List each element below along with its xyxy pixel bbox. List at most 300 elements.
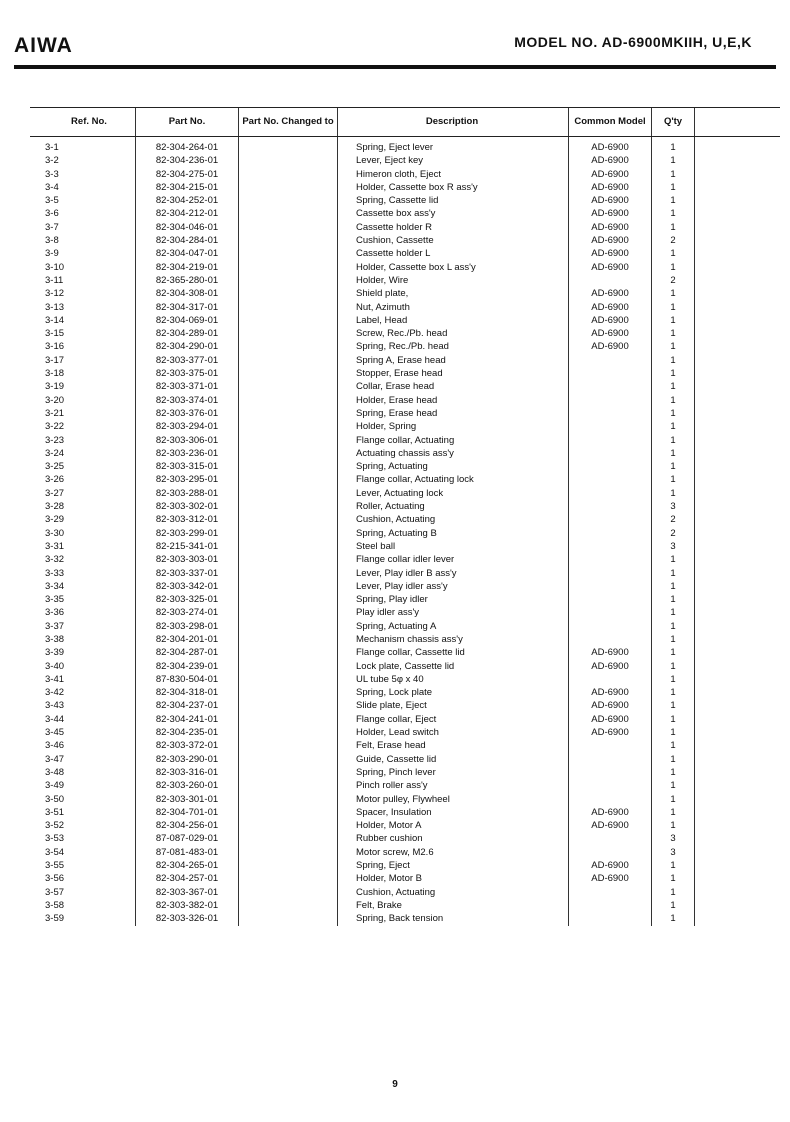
part-no-cell: 82-303-372-01 — [136, 739, 239, 752]
header-part-no: Part No. — [136, 108, 239, 137]
part-no-cell: 87-081-483-01 — [136, 846, 239, 859]
ref-no-cell: 3-22 — [45, 421, 65, 433]
changed-to-cell — [239, 540, 338, 553]
description-cell: Flange collar, Cassette lid — [338, 646, 569, 659]
description-cell: Stopper, Erase head — [338, 367, 569, 380]
ref-no-cell: 3-47 — [45, 753, 65, 765]
blank-cell — [695, 739, 781, 752]
ref-no-cell: 3-11 — [45, 274, 64, 286]
description-cell: UL tube 5φ x 40 — [338, 673, 569, 686]
ref-no-cell: 3-19 — [45, 381, 65, 393]
part-no-cell: 82-303-274-01 — [136, 606, 239, 619]
ref-no-cell: 3-14 — [45, 314, 65, 326]
description-cell: Cassette box ass'y — [338, 207, 569, 220]
qty-cell: 2 — [652, 513, 695, 526]
blank-cell — [695, 713, 781, 726]
changed-to-cell — [239, 660, 338, 673]
changed-to-cell — [239, 354, 338, 367]
blank-cell — [695, 394, 781, 407]
qty-cell: 1 — [652, 181, 695, 194]
description-cell: Spring, Eject — [338, 859, 569, 872]
ref-no-cell: 3-24 — [45, 447, 65, 459]
ref-no-cell: 3-12 — [45, 288, 65, 300]
common-model-cell: AD-6900 — [569, 713, 652, 726]
part-no-cell: 82-303-306-01 — [136, 434, 239, 447]
part-no-cell: 82-303-382-01 — [136, 899, 239, 912]
part-no-cell: 82-303-316-01 — [136, 766, 239, 779]
ref-no-cell: 3-5 — [45, 195, 59, 207]
description-cell: Holder, Spring — [338, 420, 569, 433]
qty-cell: 1 — [652, 886, 695, 899]
part-no-cell: 82-303-295-01 — [136, 473, 239, 486]
ref-no-cell: 3-8 — [45, 235, 59, 247]
table-row — [30, 314, 780, 327]
qty-cell: 1 — [652, 766, 695, 779]
ref-no-cell: 3-49 — [45, 780, 65, 792]
ref-no-cell: 3-54 — [45, 846, 65, 858]
blank-cell — [695, 606, 781, 619]
blank-cell — [695, 567, 781, 580]
description-cell: Actuating chassis ass'y — [338, 447, 569, 460]
description-cell: Lever, Actuating lock — [338, 487, 569, 500]
part-no-cell: 82-303-312-01 — [136, 513, 239, 526]
description-cell: Cushion, Actuating — [338, 886, 569, 899]
description-cell: Holder, Wire — [338, 274, 569, 287]
qty-cell: 1 — [652, 779, 695, 792]
description-cell: Motor screw, M2.6 — [338, 846, 569, 859]
table-row — [30, 793, 780, 806]
changed-to-cell — [239, 819, 338, 832]
qty-cell: 1 — [652, 340, 695, 353]
common-model-cell: AD-6900 — [569, 660, 652, 673]
blank-cell — [695, 261, 781, 274]
blank-cell — [695, 699, 781, 712]
common-model-cell — [569, 753, 652, 766]
part-no-cell: 82-304-318-01 — [136, 686, 239, 699]
qty-cell: 1 — [652, 447, 695, 460]
blank-cell — [695, 593, 781, 606]
part-no-cell: 82-303-315-01 — [136, 460, 239, 473]
table-row — [30, 606, 780, 619]
description-cell: Spring, Actuating B — [338, 527, 569, 540]
ref-no-cell: 3-28 — [45, 501, 65, 513]
qty-cell: 1 — [652, 367, 695, 380]
changed-to-cell — [239, 633, 338, 646]
blank-cell — [695, 553, 781, 566]
part-no-cell: 82-304-047-01 — [136, 247, 239, 260]
ref-no-cell: 3-16 — [45, 341, 65, 353]
common-model-cell — [569, 420, 652, 433]
blank-cell — [695, 181, 781, 194]
blank-cell — [695, 420, 781, 433]
qty-cell: 1 — [652, 194, 695, 207]
changed-to-cell — [239, 726, 338, 739]
common-model-cell — [569, 673, 652, 686]
description-cell: Nut, Azimuth — [338, 301, 569, 314]
ref-no-cell: 3-21 — [45, 407, 65, 419]
part-no-cell: 82-215-341-01 — [136, 540, 239, 553]
brand-logo: AIWA — [14, 34, 73, 57]
common-model-cell — [569, 447, 652, 460]
part-no-cell: 82-304-201-01 — [136, 633, 239, 646]
qty-cell: 1 — [652, 606, 695, 619]
changed-to-cell — [239, 899, 338, 912]
part-no-cell: 82-304-257-01 — [136, 872, 239, 885]
description-cell: Lock plate, Cassette lid — [338, 660, 569, 673]
ref-no-cell: 3-46 — [45, 740, 65, 752]
part-no-cell: 82-304-236-01 — [136, 154, 239, 167]
qty-cell: 1 — [652, 420, 695, 433]
ref-no-cell: 3-23 — [45, 434, 65, 446]
ref-no-cell: 3-36 — [45, 607, 65, 619]
blank-cell — [695, 580, 781, 593]
table-row — [30, 460, 780, 473]
common-model-cell — [569, 606, 652, 619]
changed-to-cell — [239, 779, 338, 792]
qty-cell: 1 — [652, 726, 695, 739]
qty-cell: 3 — [652, 832, 695, 845]
header-blank — [695, 108, 781, 137]
part-no-cell: 82-303-374-01 — [136, 394, 239, 407]
table-row — [30, 527, 780, 540]
header-ref-no: Ref. No. — [30, 108, 136, 137]
blank-cell — [695, 327, 781, 340]
common-model-cell: AD-6900 — [569, 234, 652, 247]
blank-cell — [695, 154, 781, 167]
blank-cell — [695, 247, 781, 260]
changed-to-cell — [239, 753, 338, 766]
ref-no-cell: 3-40 — [45, 660, 65, 672]
blank-cell — [695, 793, 781, 806]
changed-to-cell — [239, 181, 338, 194]
changed-to-cell — [239, 287, 338, 300]
part-no-cell: 82-304-235-01 — [136, 726, 239, 739]
qty-cell: 1 — [652, 407, 695, 420]
changed-to-cell — [239, 221, 338, 234]
description-cell: Pinch roller ass'y — [338, 779, 569, 792]
table-row — [30, 580, 780, 593]
changed-to-cell — [239, 168, 338, 181]
qty-cell: 2 — [652, 274, 695, 287]
ref-no-cell: 3-38 — [45, 633, 65, 645]
blank-cell — [695, 660, 781, 673]
description-cell: Himeron cloth, Eject — [338, 168, 569, 181]
common-model-cell — [569, 434, 652, 447]
part-no-cell: 82-303-294-01 — [136, 420, 239, 433]
changed-to-cell — [239, 274, 338, 287]
table-row — [30, 593, 780, 606]
table-row — [30, 673, 780, 686]
qty-cell: 1 — [652, 553, 695, 566]
description-cell: Cushion, Cassette — [338, 234, 569, 247]
changed-to-cell — [239, 473, 338, 486]
description-cell: Spring, Lock plate — [338, 686, 569, 699]
common-model-cell — [569, 766, 652, 779]
qty-cell: 1 — [652, 593, 695, 606]
common-model-cell — [569, 886, 652, 899]
table-row — [30, 394, 780, 407]
blank-cell — [695, 886, 781, 899]
changed-to-cell — [239, 846, 338, 859]
qty-cell: 1 — [652, 806, 695, 819]
description-cell: Holder, Erase head — [338, 394, 569, 407]
description-cell: Holder, Cassette box R ass'y — [338, 181, 569, 194]
ref-no-cell: 3-18 — [45, 368, 65, 380]
changed-to-cell — [239, 500, 338, 513]
common-model-cell: AD-6900 — [569, 181, 652, 194]
table-row — [30, 806, 780, 819]
description-cell: Cassette holder L — [338, 247, 569, 260]
changed-to-cell — [239, 137, 338, 155]
description-cell: Flange collar, Actuating — [338, 434, 569, 447]
changed-to-cell — [239, 766, 338, 779]
part-no-cell: 82-303-377-01 — [136, 354, 239, 367]
changed-to-cell — [239, 567, 338, 580]
common-model-cell — [569, 513, 652, 526]
table-row — [30, 753, 780, 766]
ref-no-cell: 3-17 — [45, 354, 65, 366]
qty-cell: 1 — [652, 713, 695, 726]
table-row — [30, 620, 780, 633]
blank-cell — [695, 434, 781, 447]
qty-cell: 1 — [652, 633, 695, 646]
common-model-cell: AD-6900 — [569, 261, 652, 274]
changed-to-cell — [239, 713, 338, 726]
changed-to-cell — [239, 434, 338, 447]
common-model-cell — [569, 633, 652, 646]
part-no-cell: 82-304-212-01 — [136, 207, 239, 220]
blank-cell — [695, 646, 781, 659]
common-model-cell: AD-6900 — [569, 154, 652, 167]
part-no-cell: 82-365-280-01 — [136, 274, 239, 287]
table-row — [30, 367, 780, 380]
common-model-cell: AD-6900 — [569, 287, 652, 300]
qty-cell: 1 — [652, 686, 695, 699]
blank-cell — [695, 766, 781, 779]
common-model-cell — [569, 580, 652, 593]
changed-to-cell — [239, 739, 338, 752]
changed-to-cell — [239, 460, 338, 473]
description-cell: Spring, Erase head — [338, 407, 569, 420]
blank-cell — [695, 380, 781, 393]
qty-cell: 1 — [652, 394, 695, 407]
part-no-cell: 82-304-252-01 — [136, 194, 239, 207]
qty-cell: 1 — [652, 580, 695, 593]
blank-cell — [695, 367, 781, 380]
ref-no-cell: 3-39 — [45, 647, 65, 659]
table-row — [30, 447, 780, 460]
part-no-cell: 82-303-299-01 — [136, 527, 239, 540]
qty-cell: 3 — [652, 846, 695, 859]
blank-cell — [695, 287, 781, 300]
blank-cell — [695, 753, 781, 766]
ref-no-cell: 3-2 — [45, 155, 59, 167]
table-row — [30, 699, 780, 712]
qty-cell: 1 — [652, 314, 695, 327]
part-no-cell: 82-303-301-01 — [136, 793, 239, 806]
qty-cell: 1 — [652, 912, 695, 925]
part-no-cell: 82-303-236-01 — [136, 447, 239, 460]
table-row — [30, 380, 780, 393]
changed-to-cell — [239, 447, 338, 460]
ref-no-cell: 3-1 — [45, 142, 59, 153]
part-no-cell: 82-304-265-01 — [136, 859, 239, 872]
blank-cell — [695, 447, 781, 460]
table-row — [30, 713, 780, 726]
table-row — [30, 287, 780, 300]
table-row — [30, 819, 780, 832]
changed-to-cell — [239, 606, 338, 619]
description-cell: Lever, Play idler ass'y — [338, 580, 569, 593]
qty-cell: 1 — [652, 168, 695, 181]
description-cell: Cassette holder R — [338, 221, 569, 234]
description-cell: Spring A, Erase head — [338, 354, 569, 367]
part-no-cell: 82-304-237-01 — [136, 699, 239, 712]
description-cell: Mechanism chassis ass'y — [338, 633, 569, 646]
table-row — [30, 301, 780, 314]
table-row — [30, 846, 780, 859]
changed-to-cell — [239, 487, 338, 500]
description-cell: Roller, Actuating — [338, 500, 569, 513]
table-row — [30, 434, 780, 447]
qty-cell: 1 — [652, 872, 695, 885]
part-no-cell: 82-304-317-01 — [136, 301, 239, 314]
description-cell: Rubber cushion — [338, 832, 569, 845]
qty-cell: 1 — [652, 460, 695, 473]
changed-to-cell — [239, 912, 338, 925]
blank-cell — [695, 527, 781, 540]
table-row — [30, 912, 780, 925]
common-model-cell: AD-6900 — [569, 207, 652, 220]
blank-cell — [695, 686, 781, 699]
qty-cell: 1 — [652, 380, 695, 393]
table-row — [30, 899, 780, 912]
description-cell: Flange collar, Actuating lock — [338, 473, 569, 486]
part-no-cell: 82-304-275-01 — [136, 168, 239, 181]
qty-cell: 1 — [652, 487, 695, 500]
header-qty: Q'ty — [652, 108, 695, 137]
qty-cell: 1 — [652, 567, 695, 580]
qty-cell: 1 — [652, 327, 695, 340]
description-cell: Motor pulley, Flywheel — [338, 793, 569, 806]
blank-cell — [695, 673, 781, 686]
common-model-cell: AD-6900 — [569, 859, 652, 872]
table-row — [30, 766, 780, 779]
table-row — [30, 181, 780, 194]
common-model-cell: AD-6900 — [569, 301, 652, 314]
qty-cell: 1 — [652, 753, 695, 766]
common-model-cell — [569, 274, 652, 287]
description-cell: Felt, Brake — [338, 899, 569, 912]
description-cell: Slide plate, Eject — [338, 699, 569, 712]
ref-no-cell: 3-34 — [45, 580, 65, 592]
description-cell: Guide, Cassette lid — [338, 753, 569, 766]
common-model-cell — [569, 620, 652, 633]
part-no-cell: 82-303-288-01 — [136, 487, 239, 500]
changed-to-cell — [239, 513, 338, 526]
table-row — [30, 726, 780, 739]
part-no-cell: 82-304-290-01 — [136, 340, 239, 353]
qty-cell: 2 — [652, 527, 695, 540]
description-cell: Spacer, Insulation — [338, 806, 569, 819]
table-row — [30, 194, 780, 207]
parts-table — [30, 107, 780, 926]
table-row — [30, 221, 780, 234]
qty-cell: 1 — [652, 819, 695, 832]
common-model-cell — [569, 779, 652, 792]
qty-cell: 1 — [652, 301, 695, 314]
table-row — [30, 247, 780, 260]
description-cell: Felt, Erase head — [338, 739, 569, 752]
blank-cell — [695, 513, 781, 526]
blank-cell — [695, 832, 781, 845]
description-cell: Holder, Motor A — [338, 819, 569, 832]
qty-cell: 3 — [652, 540, 695, 553]
ref-no-cell: 3-56 — [45, 873, 65, 885]
table-row — [30, 407, 780, 420]
ref-no-cell: 3-26 — [45, 474, 65, 486]
part-no-cell: 82-304-239-01 — [136, 660, 239, 673]
common-model-cell: AD-6900 — [569, 646, 652, 659]
ref-no-cell: 3-4 — [45, 181, 59, 193]
ref-no-cell: 3-58 — [45, 899, 65, 911]
blank-cell — [695, 168, 781, 181]
header-common-model: Common Model — [569, 108, 652, 137]
ref-no-cell: 3-48 — [45, 766, 65, 778]
part-no-cell: 87-087-029-01 — [136, 832, 239, 845]
changed-to-cell — [239, 580, 338, 593]
part-no-cell: 82-303-303-01 — [136, 553, 239, 566]
qty-cell: 1 — [652, 739, 695, 752]
header-description: Description — [338, 108, 569, 137]
ref-no-cell: 3-9 — [45, 248, 59, 260]
description-cell: Spring, Actuating A — [338, 620, 569, 633]
blank-cell — [695, 207, 781, 220]
qty-cell: 1 — [652, 207, 695, 220]
qty-cell: 1 — [652, 646, 695, 659]
changed-to-cell — [239, 261, 338, 274]
part-no-cell: 82-304-308-01 — [136, 287, 239, 300]
table-row — [30, 168, 780, 181]
ref-no-cell: 3-32 — [45, 554, 65, 566]
ref-no-cell: 3-6 — [45, 208, 59, 220]
part-no-cell: 82-304-215-01 — [136, 181, 239, 194]
description-cell: Screw, Rec./Pb. head — [338, 327, 569, 340]
part-no-cell: 82-303-376-01 — [136, 407, 239, 420]
description-cell: Holder, Cassette box L ass'y — [338, 261, 569, 274]
common-model-cell: AD-6900 — [569, 819, 652, 832]
blank-cell — [695, 500, 781, 513]
qty-cell: 1 — [652, 221, 695, 234]
description-cell: Steel ball — [338, 540, 569, 553]
common-model-cell: AD-6900 — [569, 872, 652, 885]
part-no-cell: 82-303-367-01 — [136, 886, 239, 899]
header-rule — [14, 65, 776, 69]
common-model-cell — [569, 832, 652, 845]
table-row — [30, 686, 780, 699]
ref-no-cell: 3-44 — [45, 713, 65, 725]
table-row — [30, 872, 780, 885]
ref-no-cell: 3-57 — [45, 886, 65, 898]
ref-no-cell: 3-10 — [45, 261, 65, 273]
common-model-cell: AD-6900 — [569, 168, 652, 181]
table-row — [30, 420, 780, 433]
ref-no-cell: 3-51 — [45, 806, 65, 818]
changed-to-cell — [239, 553, 338, 566]
description-cell: Spring, Play idler — [338, 593, 569, 606]
changed-to-cell — [239, 872, 338, 885]
qty-cell: 1 — [652, 793, 695, 806]
